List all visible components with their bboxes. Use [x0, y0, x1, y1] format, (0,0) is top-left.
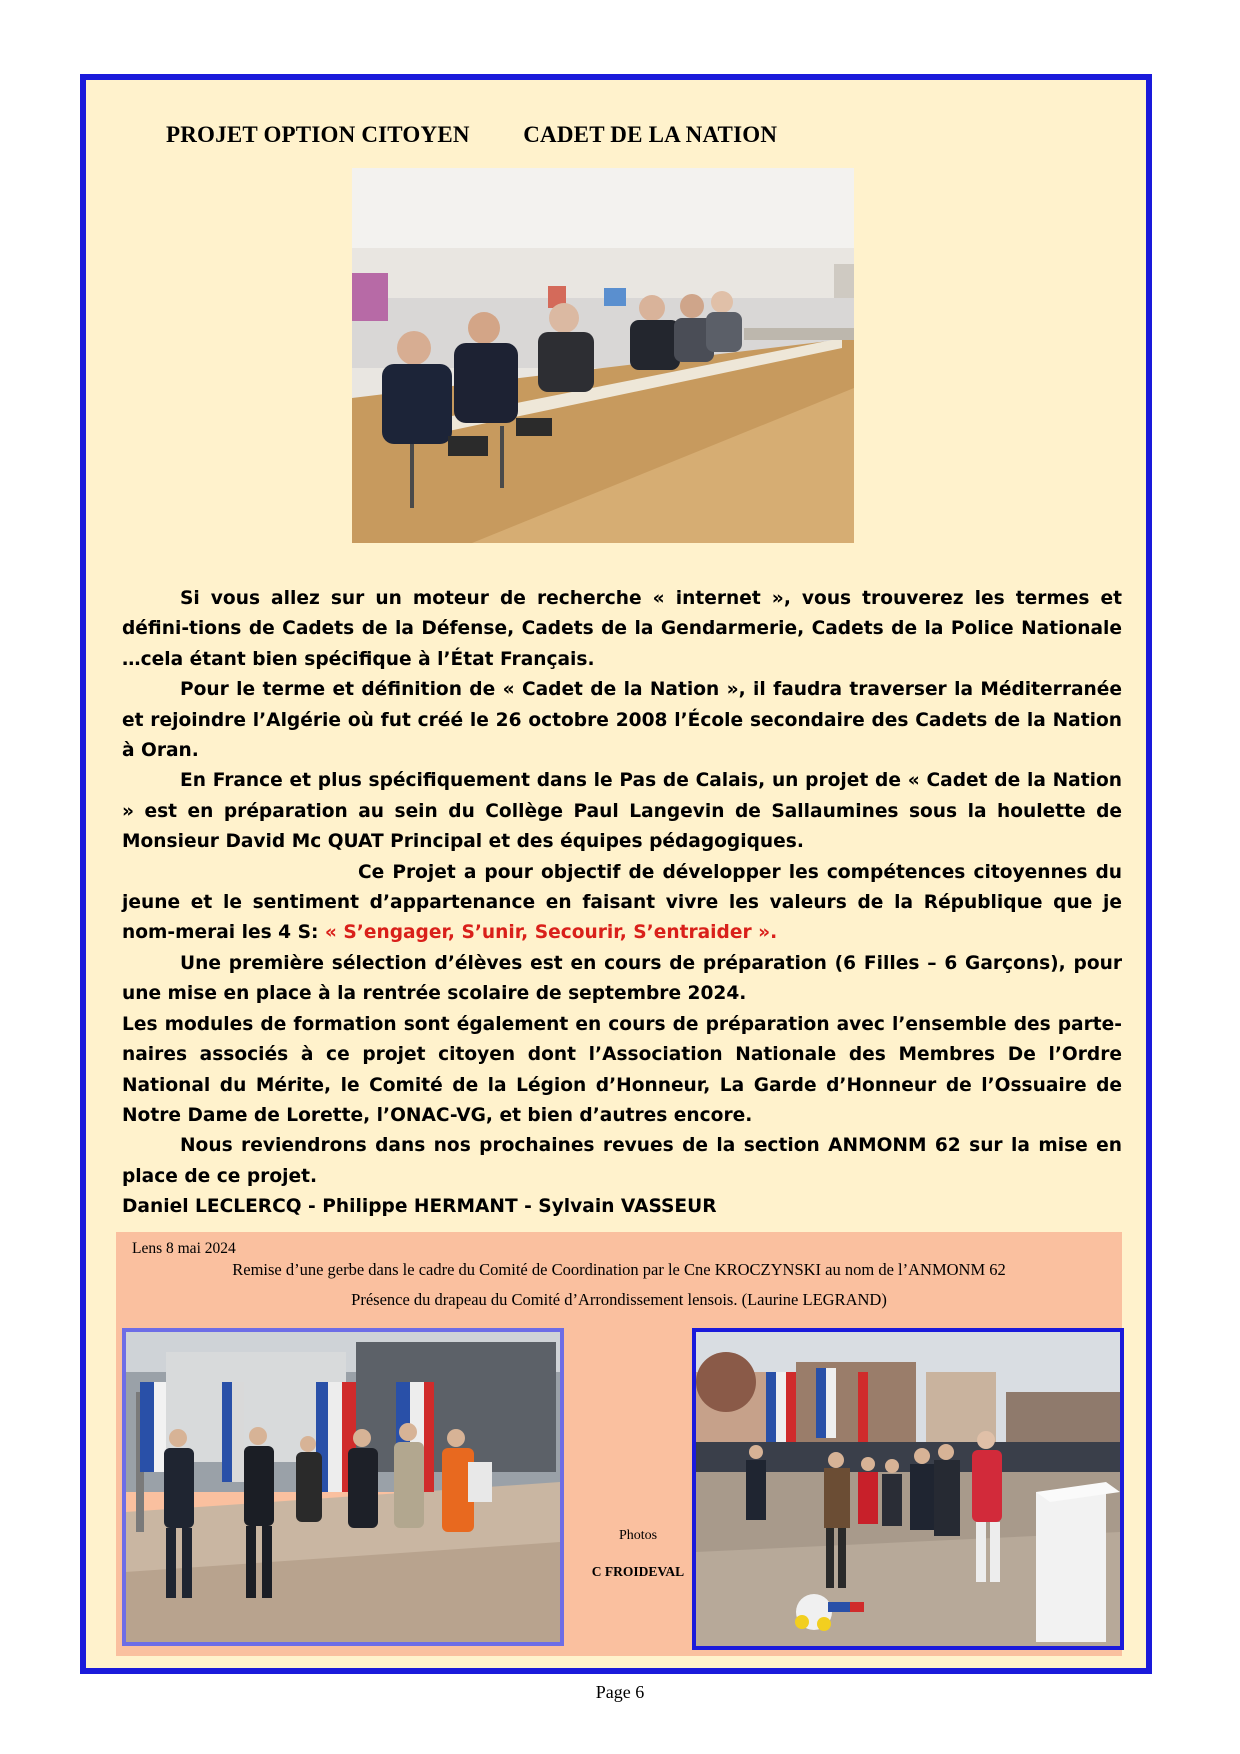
article-body: [122, 584, 1122, 1223]
page-title: [166, 122, 1086, 148]
caption-box: [116, 1232, 1122, 1656]
title-right: CADET DE LA NATION: [523, 122, 778, 147]
paragraph-2: Pour le terme et définition de « Cadet de la Nation », il faudra traverser la Méditerranée et rejoindre l’Algérie où fut créé le 26 octobre 2008 l’École secondaire des Cadets de la Nation à Oran.: [122, 679, 1122, 762]
title-left: PROJET OPTION CITOYEN: [166, 122, 470, 147]
photos-label: Photos: [618, 1528, 658, 1543]
authors: Daniel LECLERCQ - Philippe HERMANT - Sylvain VASSEUR: [122, 1196, 717, 1218]
caption-line-2: Présence du drapeau du Comité d’Arrondissement lensois. (Laurine LEGRAND): [351, 1290, 887, 1309]
photos-credit: C FROIDEVAL: [591, 1564, 685, 1579]
paragraph-6: Les modules de formation sont également en cours de préparation avec l’ensemble des parte-naires associés à ce projet citoyen dont l’Association Nationale des Membres De l’Ordre National du Mérite, le Comité de la Légion d’Honneur, La Garde d’Honneur de l’Ossuaire de Notre Dame de Lorette, l’ONAC-VG, et bien d’autres encore.: [122, 1013, 1122, 1126]
paragraph-1: Si vous allez sur un moteur de recherche « internet », vous trouverez les termes et défini-tions de Cadets de la Défense, Cadets de la Gendarmerie, Cadets de la Police Nationale …cela étant bien spécifique à l’État Français.: [122, 588, 1122, 670]
meeting-photo: [352, 168, 854, 543]
page-number: Page 6: [595, 1682, 645, 1702]
paragraph-4: [122, 858, 1122, 949]
paragraph-7: Nous reviendrons dans nos prochaines revues de la section ANMONM 62 sur la mise en place de ce projet.: [122, 1135, 1122, 1187]
ceremony-photo-right: [692, 1328, 1124, 1650]
paragraph-4-text: Ce Projet a pour objectif de développer les compétences citoyennes du jeune et le sentiment d’appartenance en faisant vivre les valeurs de la République que je nom-merai les 4 S:: [122, 861, 1122, 944]
caption-line-1: Remise d’une gerbe dans le cadre du Comité de Coordination par le Cne KROCZYNSKI au nom de l’ANMONM 62: [232, 1260, 1006, 1279]
ceremony-photo-left: [122, 1328, 564, 1646]
page-frame: [80, 74, 1152, 1674]
four-s-highlight: « S’engager, S’unir, Secourir, S’entraider ».: [324, 922, 778, 944]
caption-place-date: Lens 8 mai 2024: [132, 1240, 236, 1257]
paragraph-3: En France et plus spécifiquement dans le Pas de Calais, un projet de « Cadet de la Nation » est en préparation au sein du Collège Paul Langevin de Sallaumines sous la houlette de Monsieur David Mc QUAT Principal et des équipes pédagogiques.: [122, 770, 1122, 853]
paragraph-5: Une première sélection d’élèves est en cours de préparation (6 Filles – 6 Garçons), pour une mise en place à la rentrée scolaire de septembre 2024.: [122, 952, 1122, 1005]
